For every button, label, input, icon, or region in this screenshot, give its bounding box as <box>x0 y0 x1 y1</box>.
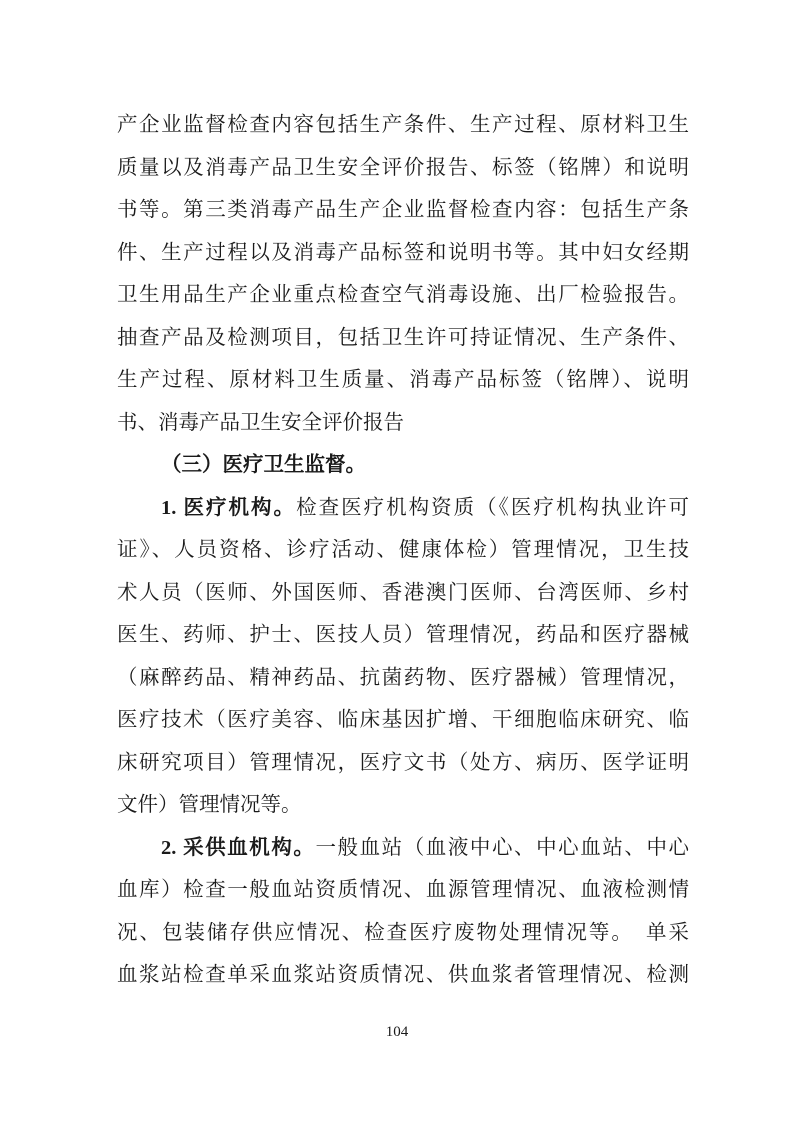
text-line: 书、消毒产品卫生安全评价报告 <box>117 411 404 434</box>
text-line: 术人员（医师、外国医师、香港澳门医师、台湾医师、乡村 <box>117 581 689 604</box>
line-text: 检查医疗机构资质（《医疗机构执业许可 <box>296 496 689 519</box>
text-line: 质量以及消毒产品卫生安全评价报告、标签（铭牌）和说明 <box>117 156 689 179</box>
text-line: 件、生产过程以及消毒产品标签和说明书等。其中妇女经期 <box>117 241 689 264</box>
text-line: 血库）检查一般血站资质情况、血源管理情况、血液检测情 <box>117 879 689 901</box>
text-line: 床研究项目）管理情况，医疗文书（处方、病历、医学证明 <box>117 751 689 774</box>
text-line: 况、包装储存供应情况、检查医疗废物处理情况等。 单采 <box>117 921 689 944</box>
text-line: 证》、人员资格、诊疗活动、健康体检）管理情况，卫生技 <box>117 539 689 561</box>
text-line: 生产过程、原材料卫生质量、消毒产品标签（铭牌）、说明 <box>117 369 689 391</box>
text-line: 书等。第三类消毒产品生产企业监督检查内容：包括生产条 <box>117 199 689 221</box>
section-heading <box>117 444 689 487</box>
text-line: 血浆站检查单采血浆站资质情况、供血浆者管理情况、检测 <box>117 964 689 986</box>
line-text: 一般血站（血液中心、中心血站、中心 <box>315 836 689 859</box>
text-line: （麻醉药品、精神药品、抗菌药物、医疗器械）管理情况， <box>117 666 689 689</box>
list-item-lead: 2. 采供血机构。 <box>161 836 316 859</box>
text-line <box>117 487 689 530</box>
text-line: 医疗技术（医疗美容、临床基因扩增、干细胞临床研究、临 <box>117 709 689 731</box>
page-number: 104 <box>385 1024 409 1040</box>
text-line: 抽查产品及检测项目，包括卫生许可持证情况、生产条件、 <box>117 326 689 349</box>
text-line <box>117 827 689 870</box>
list-item-lead: 1. 医疗机构。 <box>161 496 297 519</box>
section-heading-text: （三）医疗卫生监督。 <box>161 454 366 476</box>
text-line: 卫生用品生产企业重点检查空气消毒设施、出厂检验报告。 <box>117 284 689 306</box>
text-line: 文件）管理情况等。 <box>117 794 302 816</box>
text-line: 医生、药师、护士、医技人员）管理情况，药品和医疗器械 <box>117 624 689 646</box>
text-line: 产企业监督检查内容包括生产条件、生产过程、原材料卫生 <box>117 114 689 136</box>
text-block <box>117 104 689 997</box>
